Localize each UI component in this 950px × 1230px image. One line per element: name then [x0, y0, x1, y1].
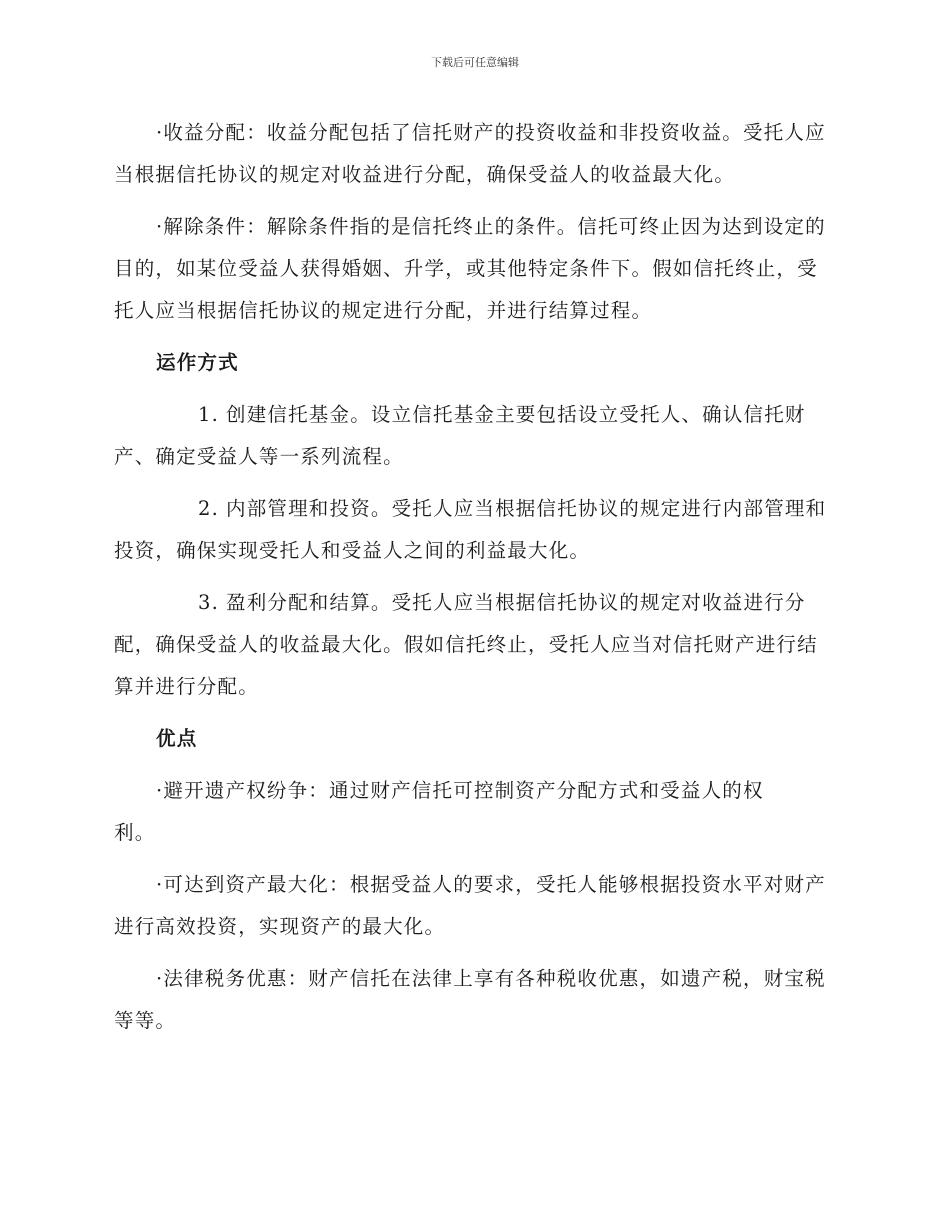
- paragraph-advantage-2: ·可达到资产最大化：根据受益人的要求，受托人能够根据投资水平对财产进行高效投资，实现资产的最大化。: [114, 873, 826, 938]
- list-number: 2.: [198, 497, 220, 520]
- list-item-text: 盈利分配和结算。受托人应当根据信托协议的规定对收益进行分配，确保受益人的收益最大化。假如信托终止，受托人应当对信托财产进行结算并进行分配。: [114, 591, 818, 698]
- heading-operation: 运作方式: [156, 351, 239, 374]
- page-header: 下载后可任意编辑: [431, 56, 519, 69]
- list-item-operation-3: [114, 582, 834, 708]
- paragraph-advantage-1: ·避开遗产权纷争：通过财产信托可控制资产分配方式和受益人的权利。: [114, 779, 764, 844]
- paragraph-termination-conditions: ·解除条件：解除条件指的是信托终止的条件。信托可终止因为达到设定的目的，如某位受益人获得婚姻、升学，或其他特定条件下。假如信托终止，受托人应当根据信托协议的规定进行分配，并进行结算过程。: [114, 215, 826, 322]
- list-item-operation-1: [114, 394, 834, 478]
- list-number: 1.: [198, 403, 220, 426]
- list-item-text: 创建信托基金。设立信托基金主要包括设立受托人、确认信托财产、确定受益人等一系列流程。: [114, 403, 806, 468]
- list-item-operation-2: [114, 488, 834, 572]
- list-number: 3.: [198, 591, 220, 614]
- paragraph-advantage-3: ·法律税务优惠：财产信托在法律上享有各种税收优惠，如遗产税，财宝税等等。: [114, 967, 826, 1032]
- heading-advantages: 优点: [156, 727, 198, 750]
- document-body: [114, 112, 834, 1052]
- list-item-text: 内部管理和投资。受托人应当根据信托协议的规定进行内部管理和投资，确保实现受托人和受益人之间的利益最大化。: [114, 497, 827, 562]
- paragraph-income-distribution: ·收益分配：收益分配包括了信托财产的投资收益和非投资收益。受托人应当根据信托协议的规定对收益进行分配，确保受益人的收益最大化。: [114, 121, 826, 186]
